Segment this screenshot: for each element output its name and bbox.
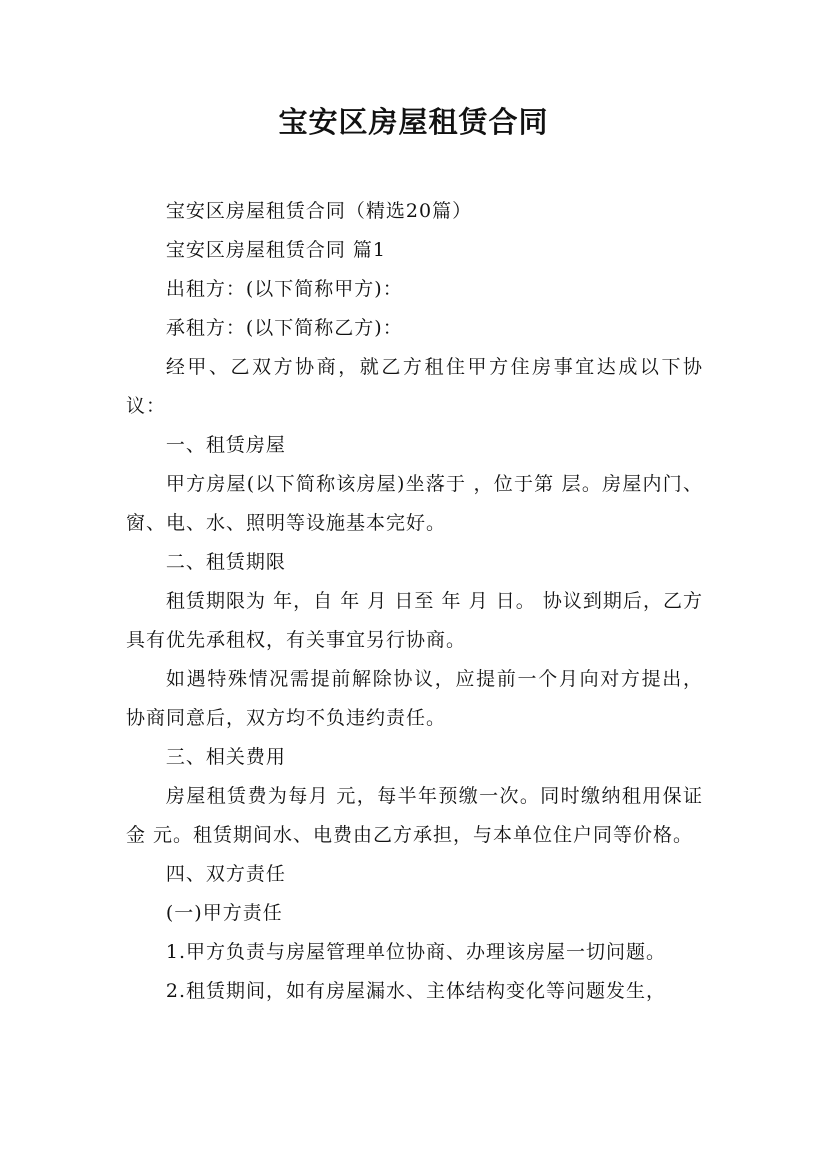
paragraph-house-location: 甲方房屋(以下简称该房屋)坐落于 ，位于第 层。房屋内门、窗、电、水、照明等设施基本完好。 xyxy=(126,473,703,534)
heading-related-fees: 三、相关费用 xyxy=(165,746,286,768)
paragraph-section-heading: 宝安区房屋租赁合同 篇1 xyxy=(165,239,387,261)
paragraph-lessee: 承租方：(以下简称乙方)： xyxy=(165,317,403,339)
paragraph-early-termination: 如遇特殊情况需提前解除协议，应提前一个月向对方提出，协商同意后，双方均不负违约责任。 xyxy=(126,668,703,729)
subheading-party-a-responsibilities: (一)甲方责任 xyxy=(165,902,283,924)
heading-lease-term: 二、租赁期限 xyxy=(165,551,286,573)
paragraph-rent-fees: 房屋租赁费为每月 元，每半年预缴一次。同时缴纳租用保证金 元。租赁期间水、电费由乙方承担，与本单位住户同等价格。 xyxy=(126,785,703,846)
document-title: 宝安区房屋租赁合同 xyxy=(278,105,549,139)
paragraph-agreement-intro: 经甲、乙双方协商，就乙方租住甲方住房事宜达成以下协议： xyxy=(126,356,703,417)
paragraph-responsibility-1: 1.甲方负责与房屋管理单位协商、办理该房屋一切问题。 xyxy=(165,941,667,963)
heading-leased-house: 一、租赁房屋 xyxy=(165,434,286,456)
heading-responsibilities: 四、双方责任 xyxy=(165,863,286,885)
document-body xyxy=(126,192,703,1011)
paragraph-lessor: 出租方：(以下简称甲方)： xyxy=(165,278,403,300)
paragraph-intro-title: 宝安区房屋租赁合同（精选20篇） xyxy=(165,200,473,222)
paragraph-responsibility-2: 2.租赁期间，如有房屋漏水、主体结构变化等问题发生， xyxy=(165,980,667,1002)
paragraph-lease-term: 租赁期限为 年，自 年 月 日至 年 月 日。 协议到期后，乙方具有优先承租权，有关事宜另行协商。 xyxy=(126,590,703,651)
